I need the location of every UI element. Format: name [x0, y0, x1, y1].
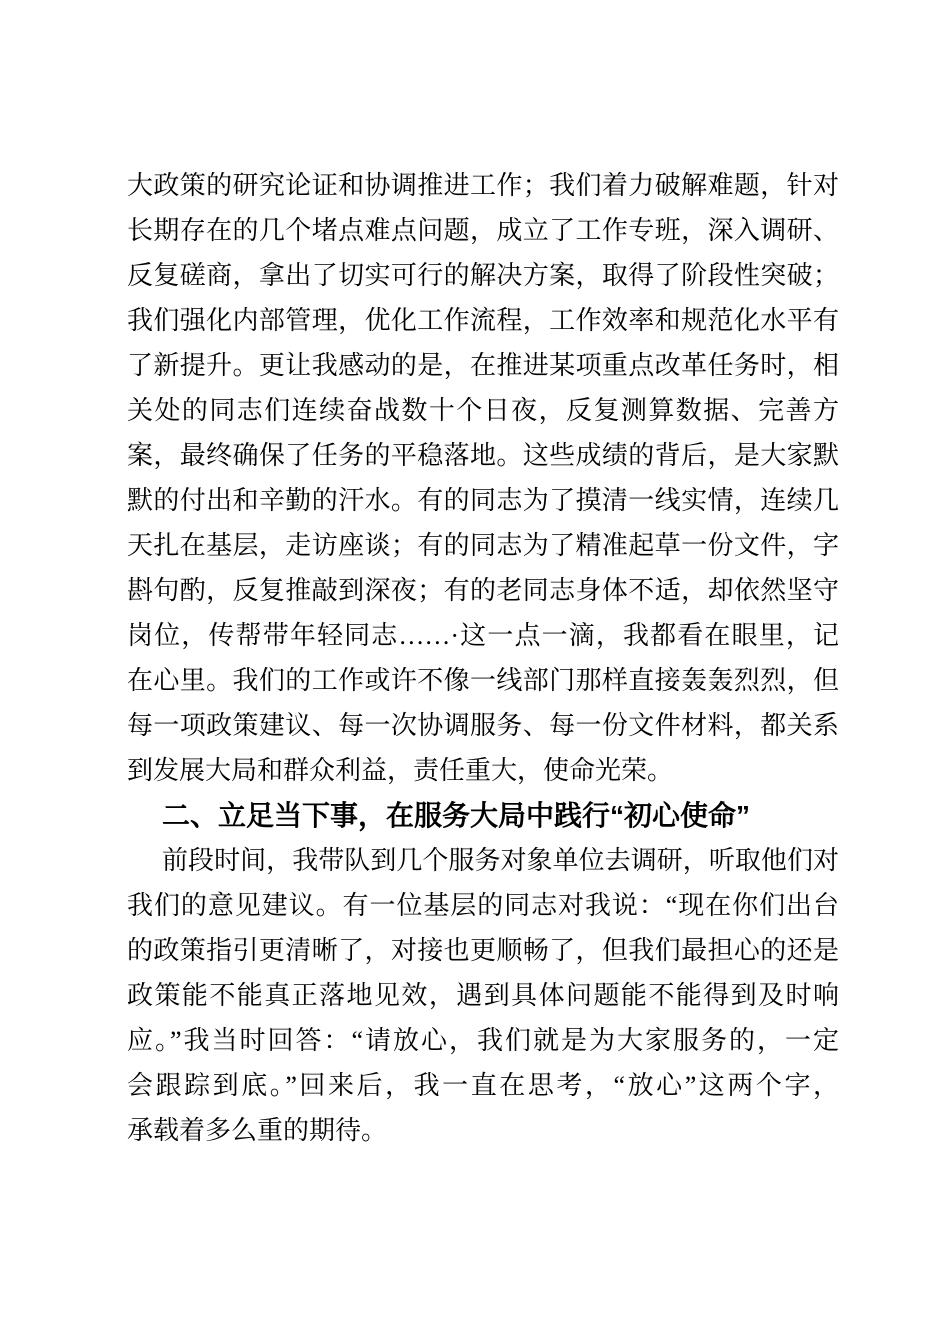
section-heading: 二、立足当下事，在服务大局中践行“初心使命”: [162, 800, 751, 831]
text-line: 大政策的研究论证和协调推进工作；我们着力破解难题，针对: [127, 171, 839, 200]
text-line: 默的付出和辛勤的汗水。有的同志为了摸清一线实情，连续几: [127, 486, 839, 515]
text-line: 我们的意见建议。有一位基层的同志对我说：“现在你们出台: [127, 891, 839, 920]
text-line: 关处的同志们连续奋战数十个日夜，反复测算数据、完善方: [127, 396, 839, 425]
text-line: 前段时间，我带队到几个服务对象单位去调研，听取他们对: [162, 846, 839, 875]
text-line: 到发展大局和群众利益，责任重大，使命光荣。: [127, 756, 674, 785]
text-line: 承载着多么重的期待。: [127, 1116, 388, 1145]
text-line: 在心里。我们的工作或许不像一线部门那样直接轰轰烈烈，但: [127, 666, 839, 695]
text-line: 每一项政策建议、每一次协调服务、每一份文件材料，都关系: [127, 711, 839, 740]
text-line: 我们强化内部管理，优化工作流程，工作效率和规范化水平有: [127, 306, 839, 335]
text-line: 案，最终确保了任务的平稳落地。这些成绩的背后，是大家默: [127, 441, 839, 470]
text-block: [127, 163, 839, 1153]
text-line: 应。”我当时回答：“请放心，我们就是为大家服务的，一定: [127, 1026, 839, 1055]
text-line: 的政策指引更清晰了，对接也更顺畅了，但我们最担心的还是: [127, 936, 839, 965]
text-line: 政策能不能真正落地见效，遇到具体问题能不能得到及时响: [127, 981, 839, 1010]
text-line: 长期存在的几个堵点难点问题，成立了工作专班，深入调研、: [127, 216, 839, 245]
text-line: 斟句酌，反复推敲到深夜；有的老同志身体不适，却依然坚守: [127, 576, 839, 605]
text-line: 岗位，传帮带年轻同志……·这一点一滴，我都看在眼里，记: [127, 621, 839, 650]
text-line: 天扎在基层，走访座谈；有的同志为了精准起草一份文件，字: [127, 531, 839, 560]
text-line: 了新提升。更让我感动的是，在推进某项重点改革任务时，相: [127, 351, 839, 380]
text-line: 会跟踪到底。”回来后，我一直在思考，“放心”这两个字，: [127, 1071, 839, 1100]
text-line: 反复磋商，拿出了切实可行的解决方案，取得了阶段性突破；: [127, 261, 839, 290]
